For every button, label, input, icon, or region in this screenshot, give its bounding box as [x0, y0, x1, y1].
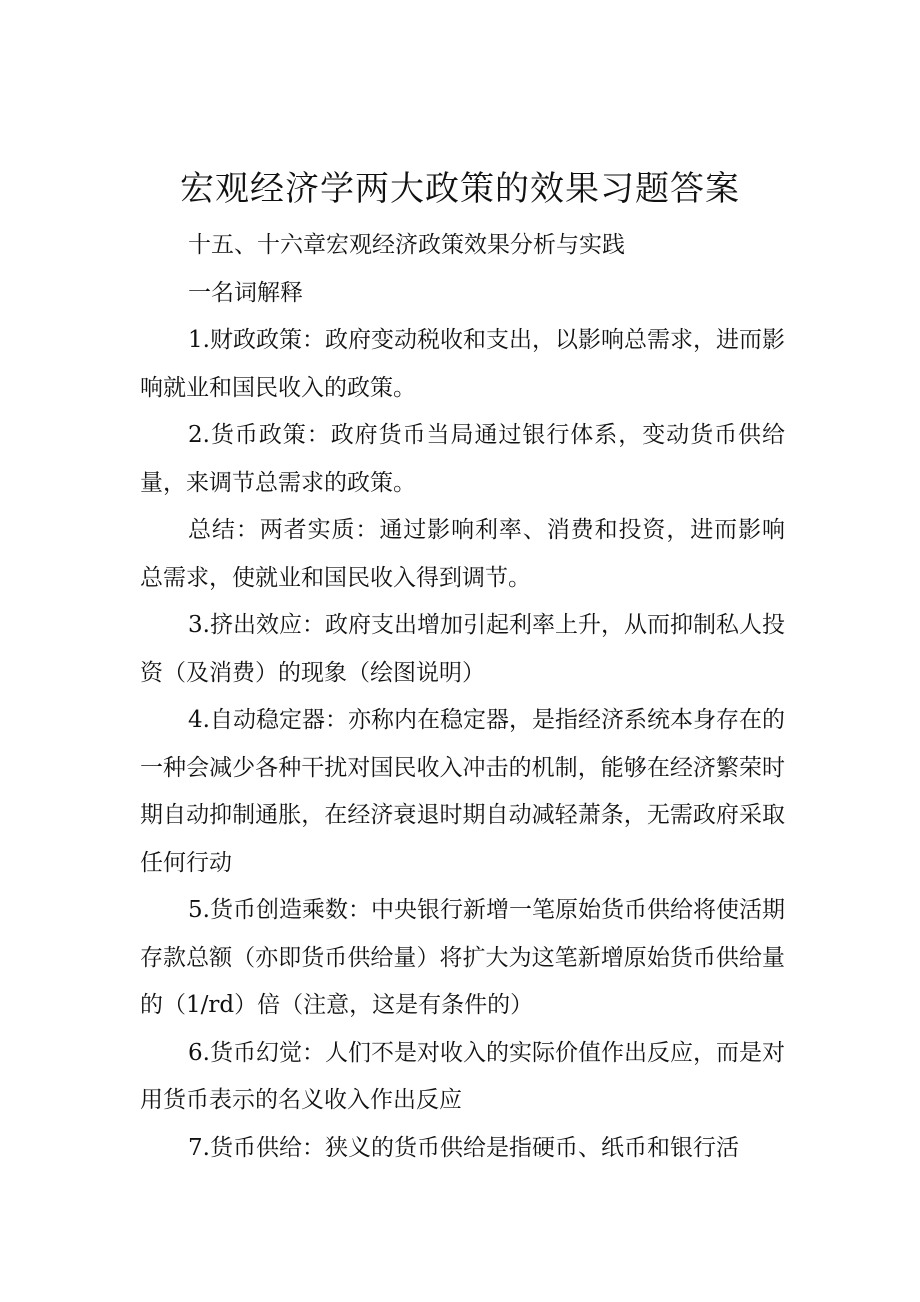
summary-paragraph: 总结：两者实质：通过影响利率、消费和投资，进而影响总需求，使就业和国民收入得到调节。 — [140, 517, 785, 591]
document-title: 宏观经济学两大政策的效果习题答案 — [180, 168, 740, 209]
definition-paragraph: 6.货币幻觉：人们不是对收入的实际价值作出反应，而是对用货币表示的名义收入作出反应 — [140, 1039, 785, 1113]
definition-paragraph: 3.挤出效应：政府支出增加引起利率上升，从而抑制私人投资（及消费）的现象（绘图说明） — [140, 612, 785, 686]
definition-paragraph: 1.财政政策：政府变动税收和支出，以影响总需求，进而影响就业和国民收入的政策。 — [140, 327, 785, 401]
definition-paragraph: 2.货币政策：政府货币当局通过银行体系，变动货币供给量，来调节总需求的政策。 — [140, 422, 785, 496]
section-heading: 十五、十六章宏观经济政策效果分析与实践 — [188, 232, 625, 258]
subsection-heading: 一名词解释 — [188, 279, 303, 306]
definition-paragraph: 4.自动稳定器：亦称内在稳定器，是指经济系统本身存在的一种会减少各种干扰对国民收入冲击的机制，能够在经济繁荣时期自动抑制通胀，在经济衰退时期自动减轻萧条，无需政府采取任何行动 — [140, 707, 785, 876]
definition-paragraph: 7.货币供给：狭义的货币供给是指硬币、纸币和银行活 — [188, 1134, 739, 1161]
definition-paragraph: 5.货币创造乘数：中央银行新增一笔原始货币供给将使活期存款总额（亦即货币供给量）将扩大为这笔新增原始货币供给量的（1/rd）倍（注意，这是有条件的） — [140, 897, 785, 1018]
document-body — [140, 222, 785, 1172]
